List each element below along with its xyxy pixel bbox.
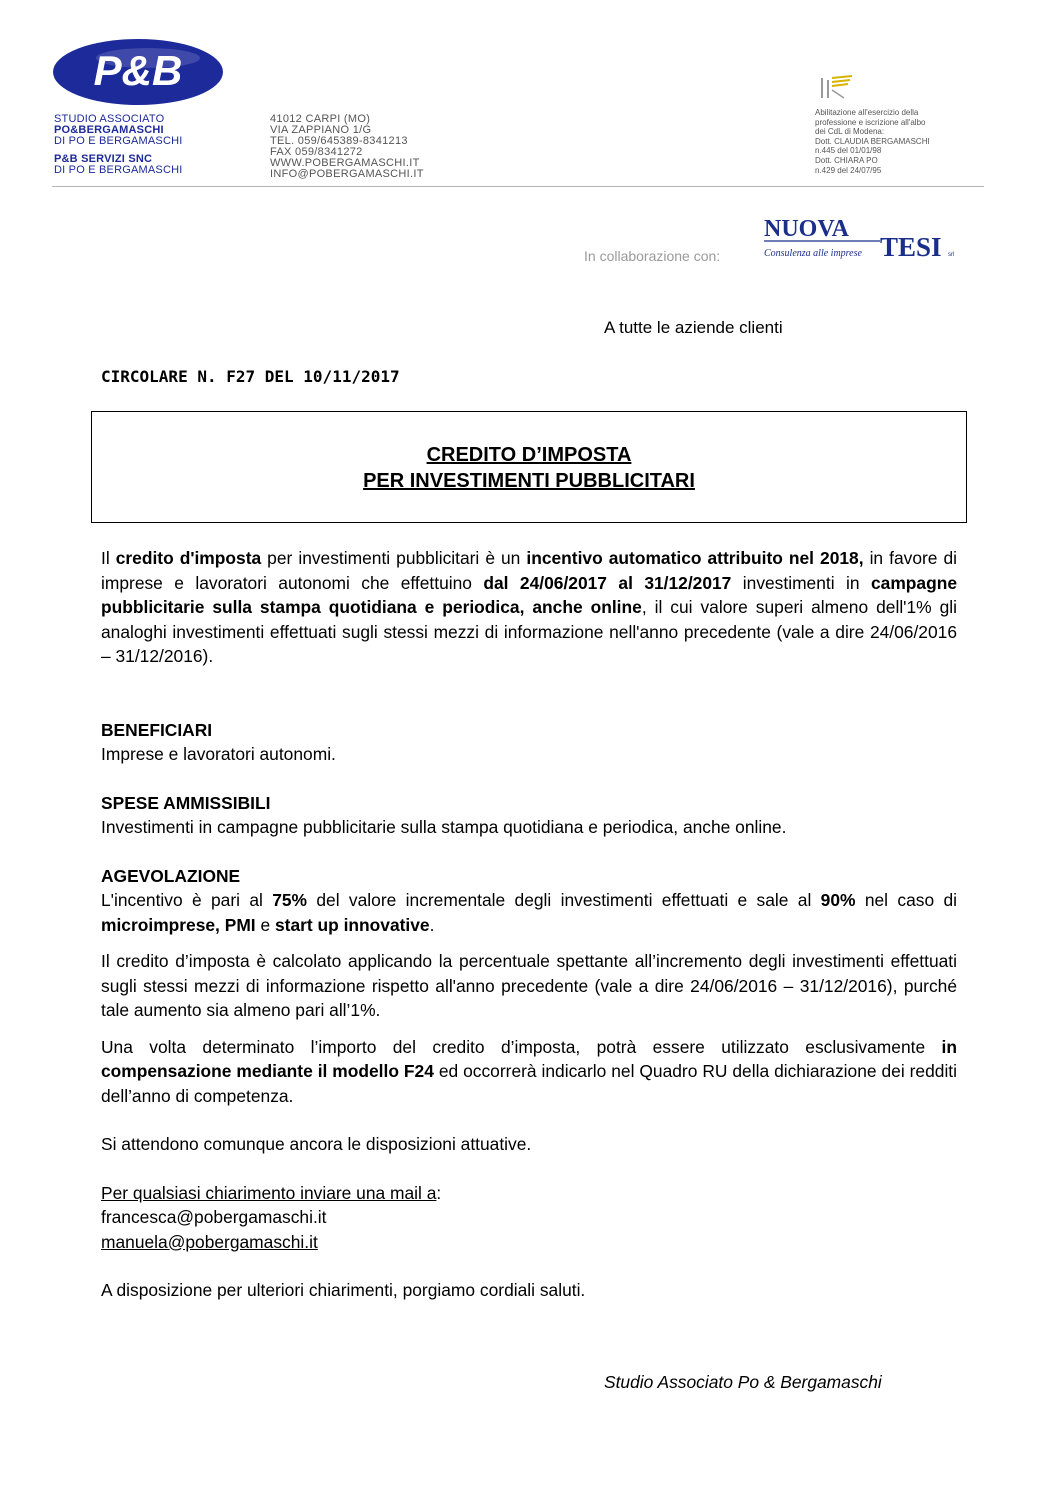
nuova-tesi-logo [762,214,958,264]
firm-names [54,114,254,176]
abilitazione-block [815,108,985,175]
firm-line: DI PO E BERGAMASCHI [54,164,183,176]
firm-line: DI PO E BERGAMASCHI [54,135,183,147]
cdl-emblem-icon [818,74,854,102]
abil-line: Dott. CLAUDIA BERGAMASCHI [815,136,930,146]
intro-paragraph: Il credito d'imposta per investimenti pubblicitari è un incentivo automatico attribuito nel 2018, in favore di imprese e lavoratori autonomi che effettuino dal 24/06/2017 al 31/12/2017 investimenti in campagne pubblicitarie sulla stampa quotidiana e periodica, anche online, il cui valore superi almeno dell'1% gli analoghi investimenti effettuati sugli stessi mezzi di informazione nell'anno precedente (vale a dire 24/06/2016 – 31/12/2016). [101,548,958,666]
contatti-label: Per qualsiasi chiarimento inviare una mail a: [101,1182,442,1203]
section-heading-agevolazione: AGEVOLAZIONE [101,865,241,886]
abil-line: Dott. CHIARA PO [815,155,878,165]
abil-line: n.429 del 24/07/95 [815,165,882,175]
contact-line: VIA ZAPPIANO 1/G [270,124,372,136]
agevolazione-paragraph-1: L'incentivo è pari al 75% del valore incrementale degli investimenti effettuati e sale al 90% nel caso di microimprese, PMI e start up innovative. [101,890,957,935]
pb-logo-text: P&B [93,47,183,94]
section-heading-spese: SPESE AMMISSIBILI [101,792,271,813]
spese-text: Investimenti in campagne pubblicitarie sulla stampa quotidiana e periodica, anche online. [101,817,787,837]
email-francesca[interactable]: francesca@pobergamaschi.it [101,1207,327,1227]
abil-line: Abilitazione all'esercizio della [815,108,919,117]
title-box [91,411,967,523]
contact-line: WWW.POBERGAMASCHI.IT [270,157,420,169]
header-divider [52,186,984,187]
title-line-1: CREDITO D’IMPOSTA [426,444,632,466]
title-line-2: PER INVESTIMENTI PUBBLICITARI [363,470,695,492]
saluti-text: A disposizione per ulteriori chiarimenti, porgiamo cordiali saluti. [101,1280,586,1300]
agevolazione-paragraph-2: Il credito d’imposta è calcolato applicando la percentuale spettante all’incremento degli investimenti effettuati sugli stessi mezzi di informazione rispetto all'anno precedente (vale a dire 24/06/2016 – 31/12/2016), purché tale aumento sia almeno pari all’1%. [101,951,957,1020]
contact-line: TEL. 059/645389-8341213 [270,135,408,147]
section-heading-beneficiari: BENEFICIARI [101,719,213,740]
beneficiari-text: Imprese e lavoratori autonomi. [101,744,336,764]
circolare-number: CIRCOLARE N. F27 DEL 10/11/2017 [101,367,400,386]
contact-line: INFO@POBERGAMASCHI.IT [270,168,424,180]
nt-logo-srl: srl [948,252,955,258]
contact-block [270,114,490,180]
agevolazione-paragraph-3: Una volta determinato l’importo del credito d’imposta, potrà essere utilizzato esclusivamente in compensazione mediante il modello F24 ed occorrerà indicarlo nel Quadro RU della dichiarazione dei redditi dell’anno di competenza. [101,1036,958,1106]
firm-line: P&B SERVIZI SNC [54,153,153,165]
nt-logo-sub: Consulenza alle imprese [764,248,862,259]
document-body [101,546,957,1303]
email-manuela[interactable]: manuela@pobergamaschi.it [101,1231,318,1252]
attesa-text: Si attendono comunque ancora le disposizioni attuative. [101,1134,532,1154]
pb-logo [52,38,224,106]
firm-line: PO&BERGAMASCHI [54,124,164,136]
abil-line: dei CdL di Modena: [815,127,885,137]
nt-logo-main: TESI [880,232,942,262]
collab-label: In collaborazione con: [584,248,721,264]
contact-line: 41012 CARPI (MO) [270,113,371,125]
contact-line: FAX 059/8341272 [270,146,363,158]
firm-line: STUDIO ASSOCIATO [54,113,165,125]
abil-line: n.445 del 01/01/98 [815,146,882,156]
recipient: A tutte le aziende clienti [604,318,783,337]
abil-line: professione e iscrizione all'albo [815,117,926,127]
signature: Studio Associato Po & Bergamaschi [604,1372,882,1392]
nt-logo-top: NUOVA [764,216,849,242]
